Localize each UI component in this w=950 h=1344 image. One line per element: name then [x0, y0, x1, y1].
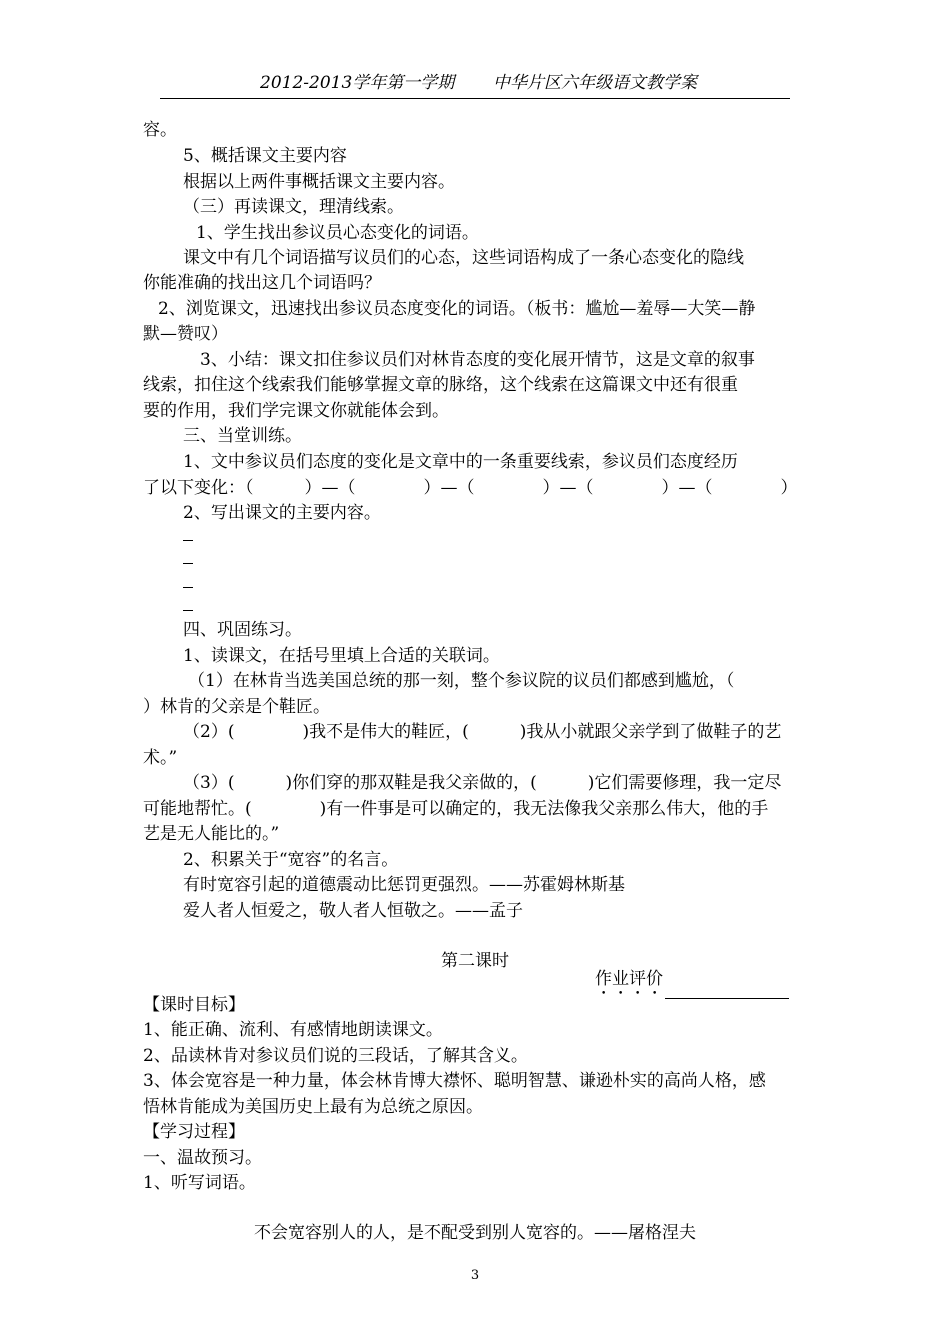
- footer-quote: 不会宽容别人的人，是不配受到别人宽容的。——屠格涅夫: [254, 1223, 696, 1243]
- homework-evaluation-label: 作业评价: [595, 969, 663, 989]
- quote-line: 爱人者人恒爱之，敬人者人恒敬之。——孟子: [183, 901, 523, 921]
- lesson-heading: 第二课时: [441, 951, 509, 971]
- text-line: 2、积累关于“宽容”的名言。: [183, 850, 399, 870]
- text-line: 1、文中参议员们态度的变化是文章中的一条重要线索，参议员们态度经历: [183, 452, 738, 472]
- text-line: 默—赞叹）: [143, 324, 228, 344]
- text-line: 术。”: [143, 748, 178, 768]
- answer-blank: [183, 587, 193, 588]
- page-header: [160, 62, 790, 99]
- page-number: 3: [470, 1268, 480, 1283]
- text-line: 1、读课文，在括号里填上合适的关联词。: [183, 646, 500, 666]
- process-item: 1、听写词语。: [143, 1173, 256, 1193]
- goal-item: 悟林肯能成为美国历史上最有为总统之原因。: [143, 1097, 483, 1117]
- quote-line: 有时宽容引起的道德震动比惩罚更强烈。——苏霍姆林斯基: [183, 875, 625, 895]
- goals-heading: 【课时目标】: [143, 995, 245, 1015]
- section-heading: （三）再读课文，理清线索。: [183, 197, 404, 217]
- text-line: 容。: [143, 120, 177, 140]
- text-line: （3）( )你们穿的那双鞋是我父亲做的，( )它们需要修理，我一定尽: [183, 773, 782, 793]
- answer-blank: [183, 540, 193, 541]
- fill-blank-line: 了以下变化：（ ）—（ ）—（ ）—（ ）—（ ）: [143, 478, 798, 498]
- text-line: 2、写出课文的主要内容。: [183, 503, 381, 523]
- text-line: 课文中有几个词语描写议员们的心态，这些词语构成了一条心态变化的隐线: [183, 248, 744, 268]
- text-line: 2、浏览课文，迅速找出参议员态度变化的词语。（板书：尴尬—羞辱—大笑—静: [158, 299, 756, 319]
- answer-blank: [183, 610, 193, 611]
- text-line: （2）( )我不是伟大的鞋匠，( )我从小就跟父亲学到了做鞋子的艺: [183, 722, 782, 742]
- text-line: ）林肯的父亲是个鞋匠。: [143, 697, 330, 717]
- text-line: 1、学生找出参议员心态变化的词语。: [196, 223, 479, 243]
- goal-item: 2、品读林肯对参议员们说的三段话，了解其含义。: [143, 1046, 528, 1066]
- text-line: 5、概括课文主要内容: [183, 146, 347, 166]
- section-heading: 四、巩固练习。: [183, 620, 302, 640]
- goal-item: 3、体会宽容是一种力量，体会林肯博大襟怀、聪明智慧、谦逊朴实的高尚人格，感: [143, 1071, 766, 1091]
- text-line: 你能准确的找出这几个词语吗？: [143, 273, 381, 293]
- header-semester: 2012-2013学年第一学期: [260, 73, 455, 93]
- text-line: （1）在林肯当选美国总统的那一刻，整个参议院的议员们都感到尴尬，（: [188, 671, 735, 691]
- text-line: 3、小结：课文扣住参议员们对林肯态度的变化展开情节，这是文章的叙事: [200, 350, 755, 370]
- text-line: 艺是无人能比的。”: [143, 824, 280, 844]
- homework-evaluation: [595, 968, 789, 999]
- text-line: 线索，扣住这个线索我们能够掌握文章的脉络，这个线索在这篇课文中还有很重: [143, 375, 738, 395]
- process-heading: 【学习过程】: [143, 1122, 245, 1142]
- evaluation-blank: [665, 980, 789, 999]
- text-line: 根据以上两件事概括课文主要内容。: [183, 172, 455, 192]
- answer-blank: [183, 563, 193, 564]
- process-item: 一、温故预习。: [143, 1148, 262, 1168]
- text-line: 要的作用，我们学完课文你就能体会到。: [143, 401, 449, 421]
- goal-item: 1、能正确、流利、有感情地朗读课文。: [143, 1020, 443, 1040]
- header-title: 中华片区六年级语文教学案: [493, 73, 697, 93]
- section-heading: 三、当堂训练。: [183, 426, 302, 446]
- text-line: 可能地帮忙。( )有一件事是可以确定的，我无法像我父亲那么伟大，他的手: [143, 799, 769, 819]
